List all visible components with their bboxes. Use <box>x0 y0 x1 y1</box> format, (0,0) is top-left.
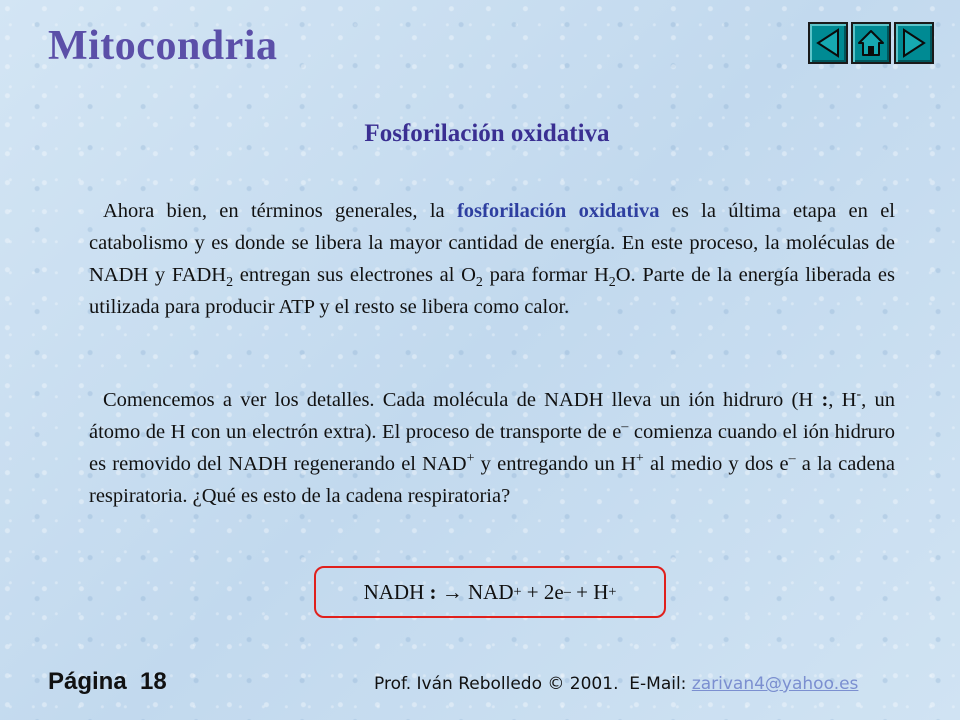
p1-text: es la última etapa en el catabolismo y es donde se libera la mayor cantidad de energía. En este proceso, la moléculas de NADH y FADH <box>89 200 896 286</box>
triangle-right-icon <box>902 28 926 58</box>
next-button[interactable] <box>894 22 934 64</box>
p1-text: entregan sus electrones al O <box>233 264 476 286</box>
subscript: 2 <box>475 275 483 291</box>
p2-text: , un átomo de H con un electrón extra). El proceso de transporte de e <box>89 389 896 443</box>
footer-credit <box>374 674 858 694</box>
credit-text: Prof. Iván Rebolledo © 2001. E-Mail: <box>374 674 692 694</box>
superscript: + <box>466 451 475 467</box>
p2-text: y entregando un H <box>474 453 636 475</box>
eq-proton: + H <box>570 579 609 604</box>
p2-text: a la cadena respiratoria. ¿Qué es esto de la cadena respiratoria? <box>89 453 895 507</box>
email-link[interactable]: zarivan4@yahoo.es <box>691 674 859 694</box>
p2-text: comienza cuando el ión hidruro es removido del NADH regenerando el NAD <box>89 421 895 475</box>
subscript: 2 <box>608 275 616 291</box>
equation-box: NADH : → NAD + + 2e – + H + <box>314 566 666 618</box>
p1-text: O. Parte de la energía liberada es utilizada para producir ATP y el resto se libera como calor. <box>89 264 896 318</box>
house-icon <box>857 28 885 58</box>
section-subtitle: Fosforilación oxidativa <box>364 120 610 147</box>
superscript: + <box>635 451 644 467</box>
eq-arrow: → <box>436 579 468 604</box>
eq-nad: NAD <box>468 579 514 604</box>
eq-electrons: + 2e <box>521 579 564 604</box>
paragraph-fosforilacion <box>89 195 895 323</box>
p1-highlight: fosforilación oxidativa <box>456 200 660 222</box>
p2-text: al medio y dos e <box>643 453 789 475</box>
prev-button[interactable] <box>808 22 848 64</box>
p2-text: , H <box>828 389 857 411</box>
superscript: - <box>856 387 862 403</box>
eq-colon: : <box>429 579 437 604</box>
paragraph-detalles <box>89 384 895 512</box>
triangle-left-icon <box>816 28 840 58</box>
home-button[interactable] <box>851 22 891 64</box>
page-number: Página 18 <box>48 668 167 695</box>
subscript: 2 <box>226 275 234 291</box>
p2-text: Comencemos a ver los detalles. Cada molécula de NADH lleva un ión hidruro (H <box>103 389 822 411</box>
superscript: – <box>621 419 629 435</box>
p1-text: para formar H <box>482 264 609 286</box>
page-title: Mitocondria <box>48 23 278 69</box>
eq-nadh: NADH <box>363 579 430 604</box>
hydride-colon: : <box>821 389 829 411</box>
superscript: – <box>788 451 796 467</box>
nav-buttons <box>808 22 934 64</box>
p1-text: Ahora bien, en términos generales, la <box>103 200 457 222</box>
